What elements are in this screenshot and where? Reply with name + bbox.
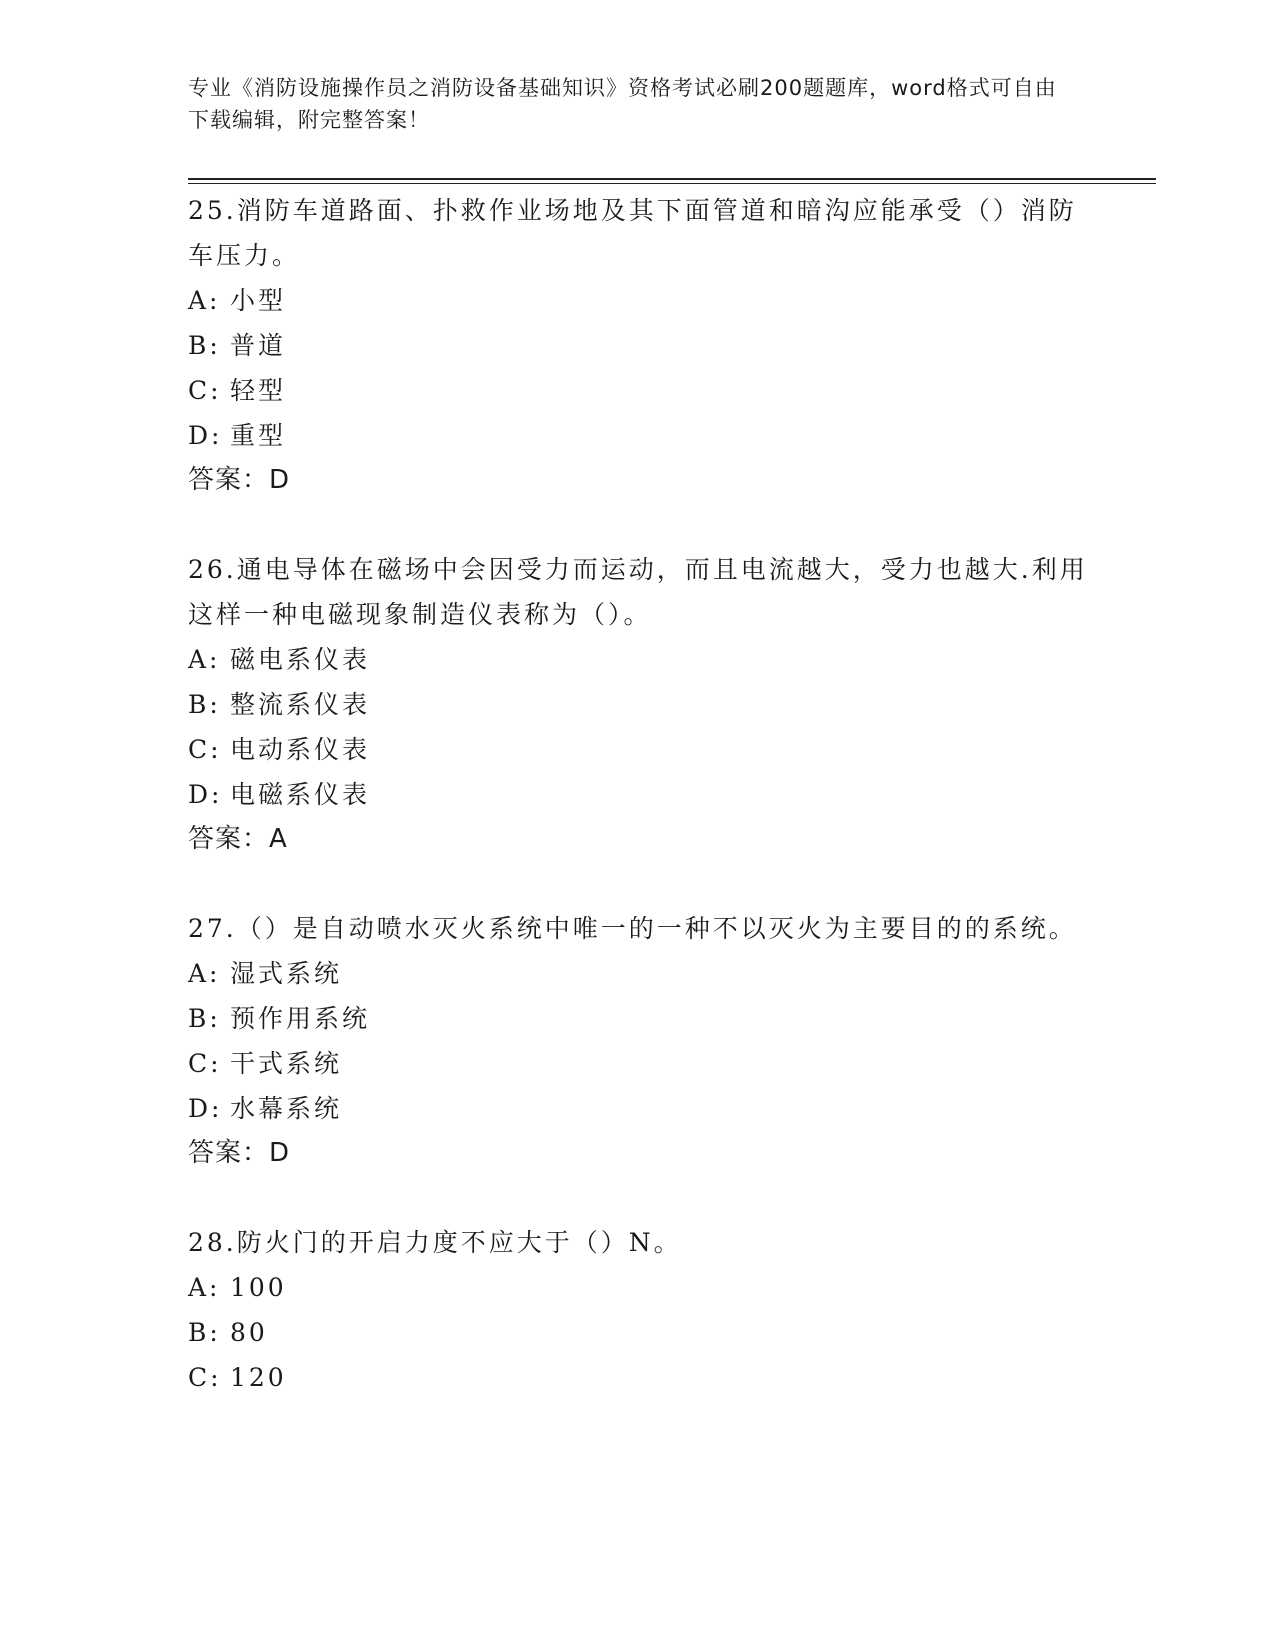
option-key: D: — [188, 421, 223, 450]
option-text: 整流系仪表 — [230, 690, 371, 719]
option-text: 轻型 — [230, 376, 287, 405]
option-b — [188, 1310, 1088, 1355]
option-key: A: — [188, 1273, 221, 1302]
option-d — [188, 413, 1088, 458]
option-key: B: — [188, 331, 221, 360]
option-b — [188, 323, 1088, 368]
option-b — [188, 682, 1088, 727]
answer-line: 答案：D — [188, 1138, 291, 1168]
option-text: 预作用系统 — [230, 1004, 371, 1033]
header-divider-thick — [188, 178, 1156, 180]
answer-line: 答案：A — [188, 824, 288, 854]
question-stem: 26.通电导体在磁场中会因受力而运动，而且电流越大，受力也越大.利用这样一种电磁现象制造仪表称为（）。 — [188, 555, 1088, 629]
option-c — [188, 727, 1088, 772]
document-header: 专业《消防设施操作员之消防设备基础知识》资格考试必刷200题题库，word格式可自由下载编辑，附完整答案！ — [188, 76, 1057, 132]
option-key: A: — [188, 645, 221, 674]
option-text: 普道 — [230, 331, 287, 360]
option-key: D: — [188, 780, 223, 809]
option-key: A: — [188, 959, 221, 988]
option-key: A: — [188, 286, 221, 315]
option-c — [188, 1355, 1088, 1400]
option-d — [188, 772, 1088, 817]
option-key: B: — [188, 690, 221, 719]
question-25 — [188, 188, 1088, 503]
option-a — [188, 1265, 1088, 1310]
option-text: 水幕系统 — [230, 1094, 343, 1123]
option-key: C: — [188, 735, 222, 764]
question-27 — [188, 906, 1088, 1176]
option-text: 重型 — [230, 421, 287, 450]
header-divider-thin — [188, 183, 1156, 184]
question-26 — [188, 547, 1088, 862]
option-key: C: — [188, 1049, 222, 1078]
option-key: C: — [188, 1363, 222, 1392]
question-stem: 25.消防车道路面、扑救作业场地及其下面管道和暗沟应能承受（）消防车压力。 — [188, 196, 1077, 270]
option-text: 小型 — [230, 286, 287, 315]
question-list — [188, 188, 1088, 1444]
option-b — [188, 996, 1088, 1041]
option-text: 电磁系仪表 — [230, 780, 371, 809]
option-d — [188, 1086, 1088, 1131]
option-c — [188, 368, 1088, 413]
option-text: 80 — [230, 1318, 268, 1347]
option-a — [188, 278, 1088, 323]
option-text: 磁电系仪表 — [230, 645, 371, 674]
option-text: 电动系仪表 — [230, 735, 371, 764]
option-text: 干式系统 — [230, 1049, 343, 1078]
option-text: 100 — [230, 1273, 287, 1302]
option-key: C: — [188, 376, 222, 405]
option-a — [188, 637, 1088, 682]
option-c — [188, 1041, 1088, 1086]
option-key: B: — [188, 1318, 221, 1347]
question-stem: 27.（）是自动喷水灭火系统中唯一的一种不以灭火为主要目的的系统。 — [188, 914, 1077, 943]
option-key: B: — [188, 1004, 221, 1033]
question-28 — [188, 1220, 1088, 1400]
option-key: D: — [188, 1094, 223, 1123]
question-stem: 28.防火门的开启力度不应大于（）N。 — [188, 1228, 682, 1257]
option-text: 湿式系统 — [230, 959, 343, 988]
answer-line: 答案：D — [188, 465, 291, 495]
option-a — [188, 951, 1088, 996]
option-text: 120 — [230, 1363, 287, 1392]
